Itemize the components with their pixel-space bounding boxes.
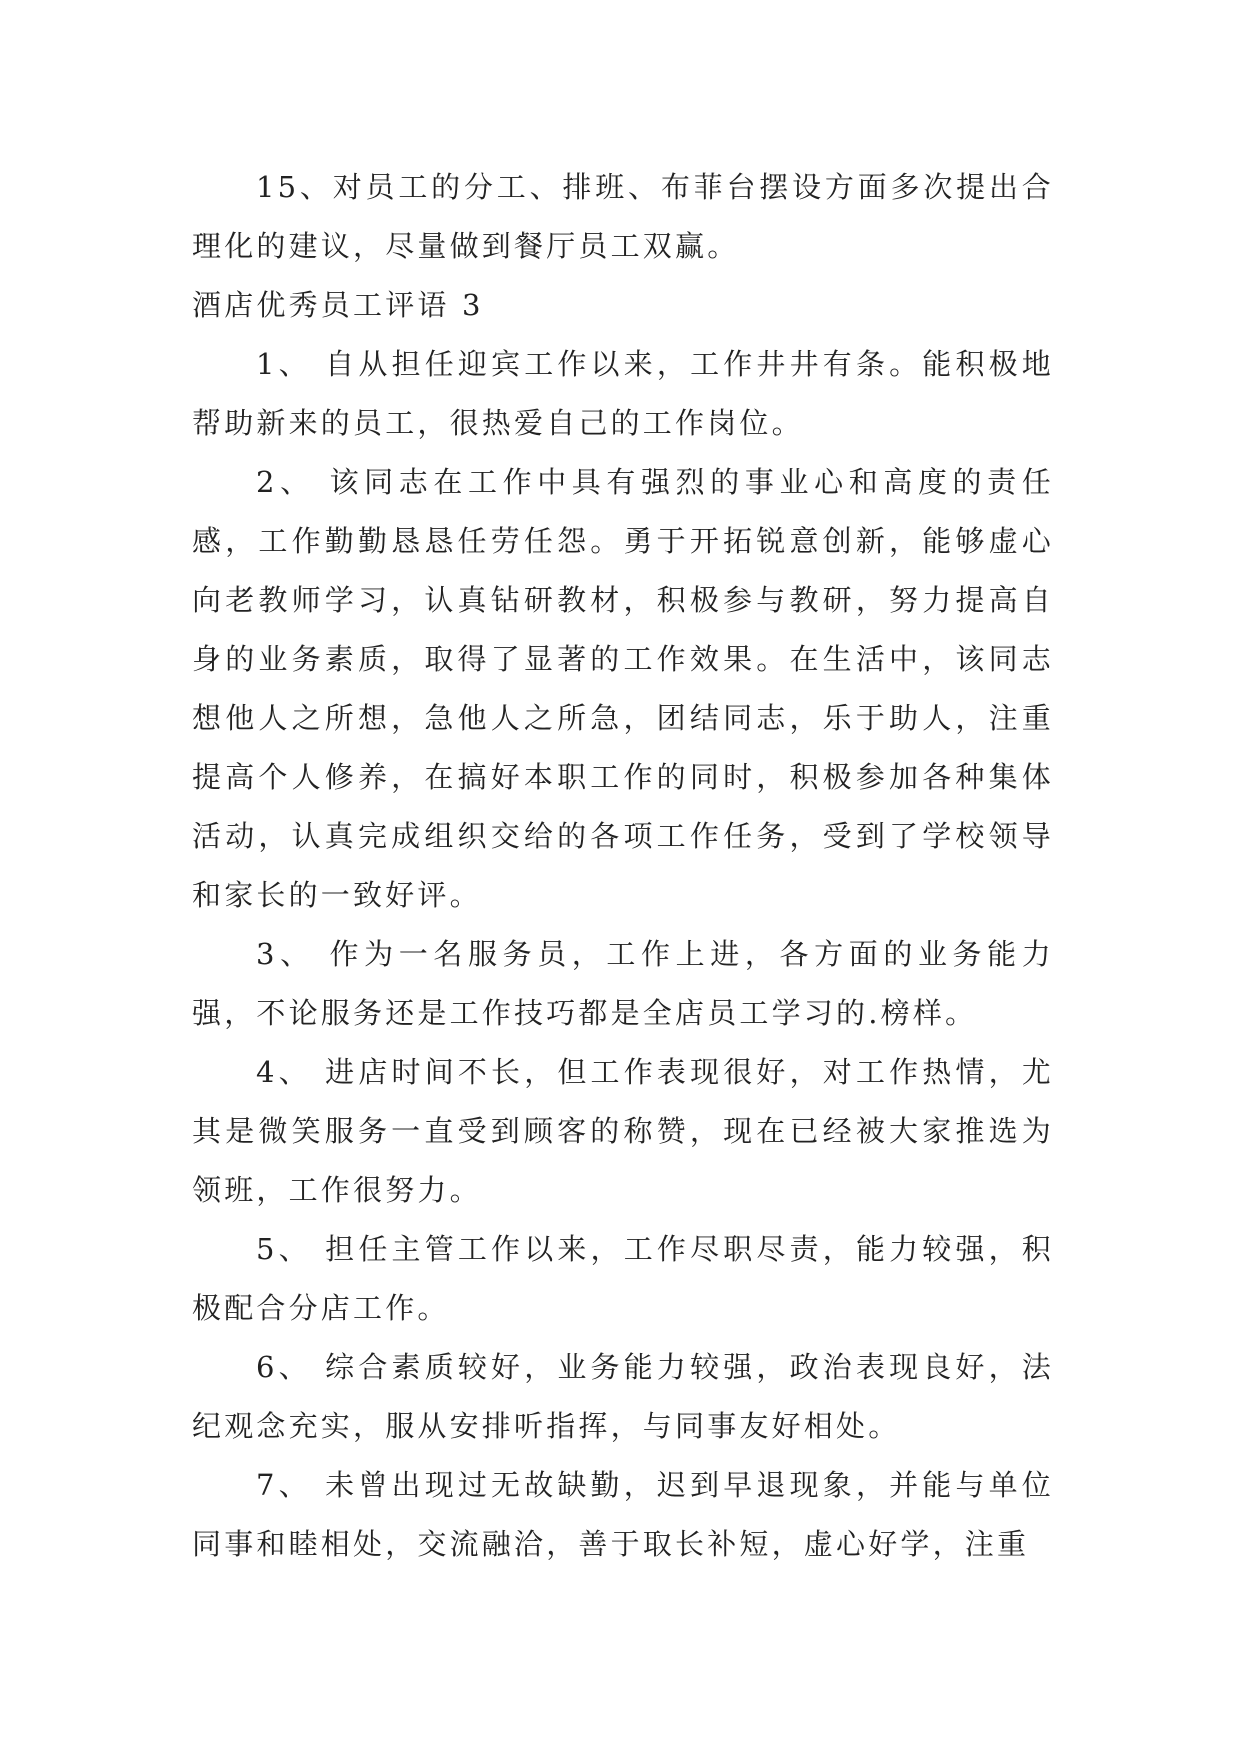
document-body (192, 158, 1054, 1574)
paragraph-item-15: 15、对员工的分工、排班、布菲台摆设方面多次提出合理化的建议，尽量做到餐厅员工双赢。 (192, 170, 1054, 263)
section-heading: 酒店优秀员工评语 3 (192, 288, 484, 322)
paragraph-item-7: 7、 未曾出现过无故缺勤，迟到早退现象，并能与单位同事和睦相处，交流融洽，善于取长补短，虚心好学，注重 (192, 1468, 1054, 1561)
paragraph-item-1: 1、 自从担任迎宾工作以来，工作井井有条。能积极地帮助新来的员工，很热爱自己的工作岗位。 (192, 347, 1054, 440)
paragraph-item-6: 6、 综合素质较好，业务能力较强，政治表现良好，法纪观念充实，服从安排听指挥，与同事友好相处。 (192, 1350, 1054, 1443)
paragraph-item-3: 3、 作为一名服务员，工作上进，各方面的业务能力强，不论服务还是工作技巧都是全店员工学习的.榜样。 (192, 937, 1054, 1030)
paragraph-item-2: 2、 该同志在工作中具有强烈的事业心和高度的责任感，工作勤勤恳恳任劳任怨。勇于开拓锐意创新，能够虚心向老教师学习，认真钻研教材，积极参与教研，努力提高自身的业务素质，取得了显著的工作效果。在生活中，该同志想他人之所想，急他人之所急，团结同志，乐于助人，注重提高个人修养，在搞好本职工作的同时，积极参加各种集体活动，认真完成组织交给的各项工作任务，受到了学校领导和家长的一致好评。 (192, 465, 1054, 912)
paragraph-item-4: 4、 进店时间不长，但工作表现很好，对工作热情，尤其是微笑服务一直受到顾客的称赞，现在已经被大家推选为领班，工作很努力。 (192, 1055, 1054, 1207)
paragraph-item-5: 5、 担任主管工作以来，工作尽职尽责，能力较强，积极配合分店工作。 (192, 1232, 1054, 1325)
